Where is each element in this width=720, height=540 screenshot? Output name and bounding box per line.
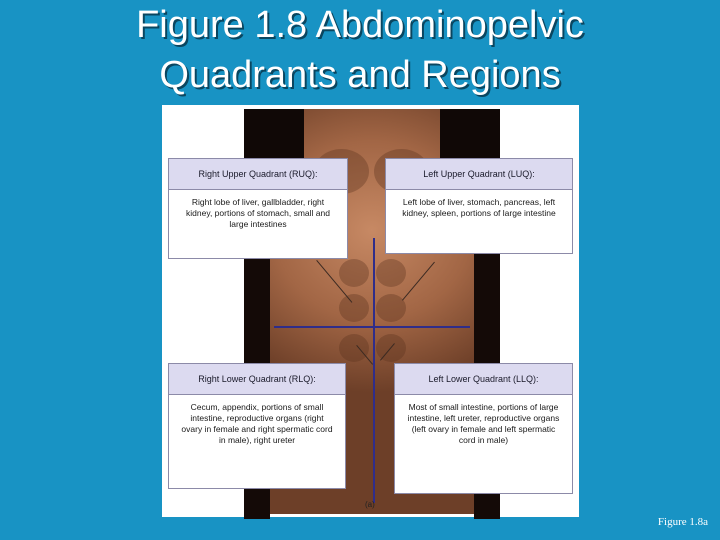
luq-heading: Left Upper Quadrant (LUQ): — [386, 159, 572, 190]
rlq-heading: Right Lower Quadrant (RLQ): — [169, 364, 345, 395]
abdominal-muscle — [376, 259, 406, 287]
luq-box — [385, 158, 573, 254]
abdominal-muscle — [339, 259, 369, 287]
abdominal-muscle — [339, 334, 369, 362]
title-line-1: Figure 1.8 Abdominopelvic — [136, 4, 584, 46]
abdominal-muscle — [339, 294, 369, 322]
title-line-2: Quadrants and Regions — [159, 54, 561, 96]
rlq-box — [168, 363, 346, 489]
figure-panel-label: (a) — [365, 500, 375, 509]
abdominal-muscle — [376, 294, 406, 322]
figure-caption: Figure 1.8a — [657, 516, 708, 528]
vertical-quadrant-line — [373, 238, 375, 503]
ruq-box — [168, 158, 348, 259]
horizontal-quadrant-line — [274, 326, 470, 328]
slide-title — [0, 0, 720, 100]
llq-box — [394, 363, 573, 494]
llq-heading: Left Lower Quadrant (LLQ): — [395, 364, 572, 395]
luq-description: Left lobe of liver, stomach, pancreas, left kidney, spleen, portions of large intestine — [402, 197, 556, 218]
anatomy-figure — [162, 105, 579, 517]
rlq-description: Cecum, appendix, portions of small intestine, reproductive organs (right ovary in female and right spermatic cord in male), right ureter — [181, 402, 333, 445]
llq-description: Most of small intestine, portions of large intestine, left ureter, reproductive organs (left ovary in female and left spermatic cord in male) — [407, 402, 560, 445]
ruq-description: Right lobe of liver, gallbladder, right kidney, portions of stomach, small and large intestines — [186, 197, 330, 229]
ruq-heading: Right Upper Quadrant (RUQ): — [169, 159, 347, 190]
